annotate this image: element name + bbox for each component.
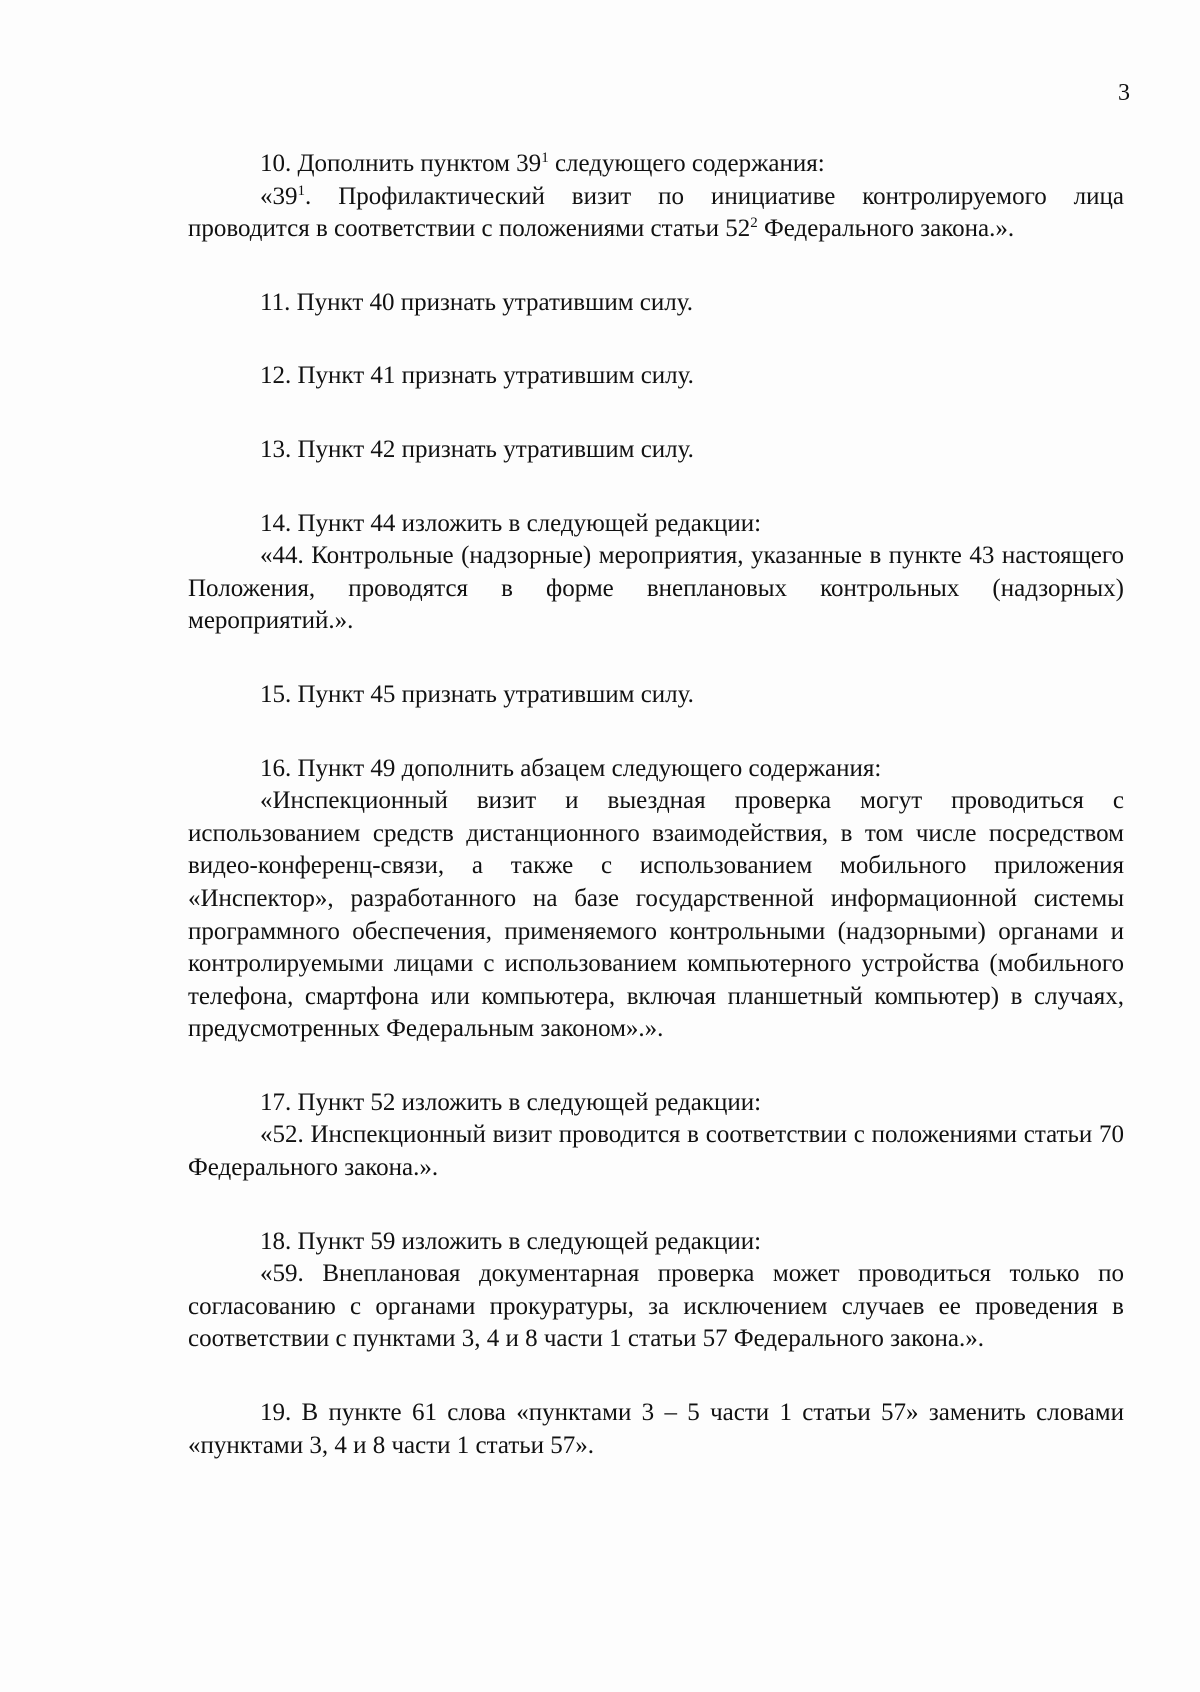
item-text: «52. Инспекционный визит проводится в соответствии с положениями статьи 70 Федерального закона.». <box>188 1121 1124 1182</box>
item-text <box>188 181 1124 246</box>
item-14 <box>188 508 1124 638</box>
item-heading <box>188 148 1124 181</box>
item-text: «44. Контрольные (надзорные) мероприятия, указанные в пункте 43 настоящего Положения, проводятся в форме внеплановых контрольных (надзорных) мероприятий.». <box>188 542 1124 635</box>
item-16 <box>188 753 1124 1046</box>
item-heading: 13. Пункт 42 признать утратившим силу. <box>260 435 694 463</box>
superscript: 2 <box>750 215 758 232</box>
superscript: 1 <box>297 182 305 199</box>
item-heading: 16. Пункт 49 дополнить абзацем следующего содержания: <box>260 754 882 782</box>
text-part: «39 <box>260 182 298 210</box>
text-part: . Профилактический визит по инициативе контролируемого лица проводится в соответствии с положениями статьи 52 <box>188 182 1124 243</box>
item-heading: 15. Пункт 45 признать утратившим силу. <box>260 680 694 708</box>
superscript: 1 <box>541 150 549 166</box>
item-13 <box>188 434 1124 467</box>
item-10 <box>188 148 1124 246</box>
item-heading: 11. Пункт 40 признать утратившим силу. <box>260 288 693 316</box>
text-part: Федерального закона.». <box>757 215 1015 243</box>
item-text: «59. Внеплановая документарная проверка может проводиться только по согласованию с органами прокуратуры, за исключением случаев ее проведения в соответствии с пунктами 3, 4 и 8 части 1 статьи 57 Федерального закона.». <box>188 1260 1124 1353</box>
item-12 <box>188 360 1124 393</box>
heading-text: следующего содержания: <box>548 150 825 177</box>
item-heading: 12. Пункт 41 признать утратившим силу. <box>260 362 694 390</box>
item-heading: 14. Пункт 44 изложить в следующей редакции: <box>260 509 762 537</box>
item-18 <box>188 1226 1124 1356</box>
heading-text: 10. Дополнить пунктом 39 <box>260 150 542 177</box>
item-11 <box>188 287 1124 320</box>
item-15 <box>188 679 1124 712</box>
item-heading: 18. Пункт 59 изложить в следующей редакции: <box>260 1227 762 1255</box>
item-text: «Инспекционный визит и выездная проверка могут проводиться с использованием средств дистанционного взаимодействия, в том числе посредством видео-конференц-связи, а также с использованием мобильного приложения «Инспектор», разработанного на базе государственной информационной системы программного обеспечения, применяемого контрольными (надзорными) органами и контролируемыми лицами с использованием компьютерного устройства (мобильного телефона, смартфона или компьютера, включая планшетный компьютер) в случаях, предусмотренных Федеральным законом».». <box>188 787 1124 1043</box>
item-17 <box>188 1087 1124 1185</box>
item-19 <box>188 1397 1124 1462</box>
item-heading: 17. Пункт 52 изложить в следующей редакции: <box>260 1088 762 1116</box>
page-number: 3 <box>1118 80 1130 106</box>
document-body <box>188 148 1124 1503</box>
item-text: 19. В пункте 61 слова «пунктами 3 – 5 части 1 статьи 57» заменить словами «пунктами 3, 4 и 8 части 1 статьи 57». <box>188 1399 1124 1459</box>
